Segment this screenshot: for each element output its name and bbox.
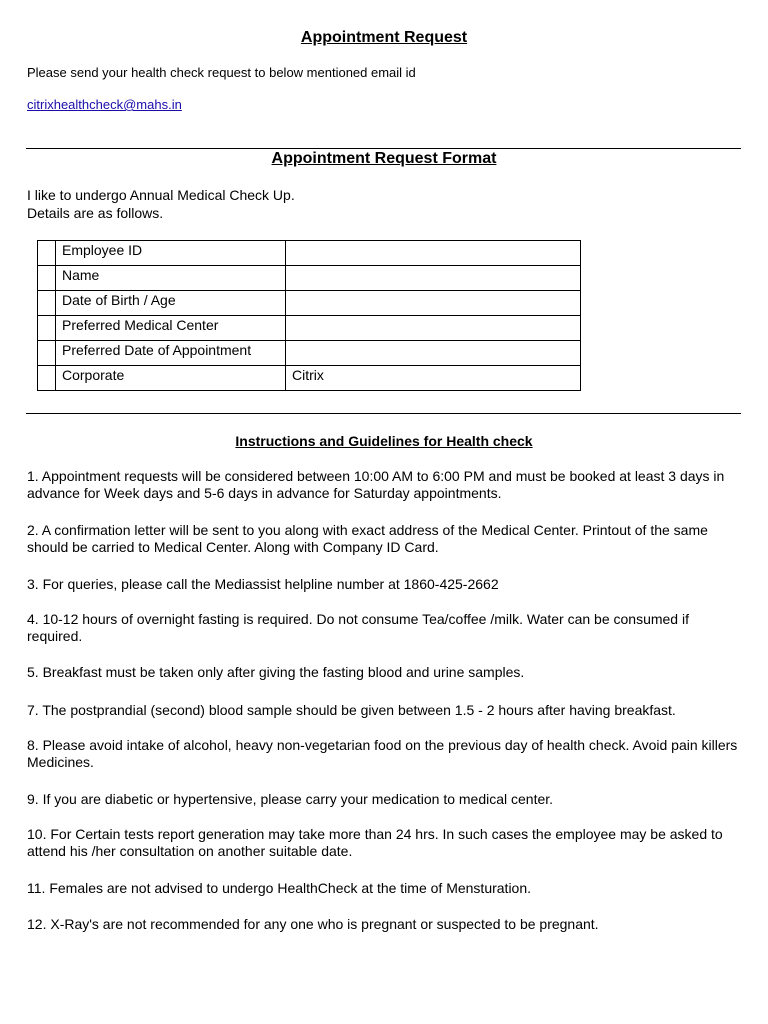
instruction-item: 8. Please avoid intake of alcohol, heavy non-vegetarian food on the previous day of health check. Avoid pain killers Medicines. [27,737,738,770]
page-title: Appointment Request [300,29,468,46]
intro-text: Please send your health check request to below mentioned email id [27,65,416,80]
instruction-item: 12. X-Ray's are not recommended for any one who is pregnant or suspected to be pregnant. [27,916,599,932]
format-title: Appointment Request Format [271,150,497,167]
divider-bottom [26,413,741,414]
row-marker-cell [38,366,56,391]
instruction-item: 5. Breakfast must be taken only after giving the fasting blood and urine samples. [27,664,525,680]
instruction-item: 10. For Certain tests report generation may take more than 24 hrs. In such cases the employee may be asked to attend his /her consultation on another suitable date. [27,826,723,859]
instructions-title: Instructions and Guidelines for Health check [235,433,533,449]
divider-top [26,148,741,149]
row-marker-cell [38,291,56,316]
format-line-2: Details are as follows. [27,205,164,221]
format-line-1: I like to undergo Annual Medical Check Up. [27,187,295,203]
email-link-wrap [27,97,182,112]
field-label: Employee ID [56,241,286,266]
field-label: Corporate [56,366,286,391]
row-marker-cell [38,316,56,341]
field-value[interactable] [286,266,581,291]
instruction-item: 7. The postprandial (second) blood sample should be given between 1.5 - 2 hours after having breakfast. [27,702,676,718]
field-label: Date of Birth / Age [56,291,286,316]
field-label: Preferred Date of Appointment [56,341,286,366]
field-label: Preferred Medical Center [56,316,286,341]
row-marker-cell [38,266,56,291]
instruction-item: 2. A confirmation letter will be sent to you along with exact address of the Medical Center. Printout of the same should be carried to Medical Center. Along with Company ID Card. [27,522,708,555]
field-value[interactable] [286,316,581,341]
instruction-item: 1. Appointment requests will be considered between 10:00 AM to 6:00 PM and must be booked at least 3 days in advance for Week days and 5-6 days in advance for Saturday appointments. [27,468,725,501]
field-value[interactable] [286,241,581,266]
table-row [38,366,581,391]
table-row [38,241,581,266]
details-table [37,240,581,391]
table-row [38,266,581,291]
field-value[interactable]: Citrix [286,366,581,391]
instruction-item: 4. 10-12 hours of overnight fasting is required. Do not consume Tea/coffee /milk. Water can be consumed if required. [27,611,689,644]
instruction-item: 9. If you are diabetic or hypertensive, please carry your medication to medical center. [27,791,554,807]
row-marker-cell [38,241,56,266]
table-row [38,341,581,366]
table-row [38,316,581,341]
field-value[interactable] [286,341,581,366]
table-row [38,291,581,316]
field-label: Name [56,266,286,291]
instruction-item: 3. For queries, please call the Mediassist helpline number at 1860-425-2662 [27,576,499,592]
field-value[interactable] [286,291,581,316]
row-marker-cell [38,341,56,366]
email-link[interactable]: citrixhealthcheck@mahs.in [27,97,182,112]
instruction-item: 11. Females are not advised to undergo HealthCheck at the time of Mensturation. [27,880,532,896]
